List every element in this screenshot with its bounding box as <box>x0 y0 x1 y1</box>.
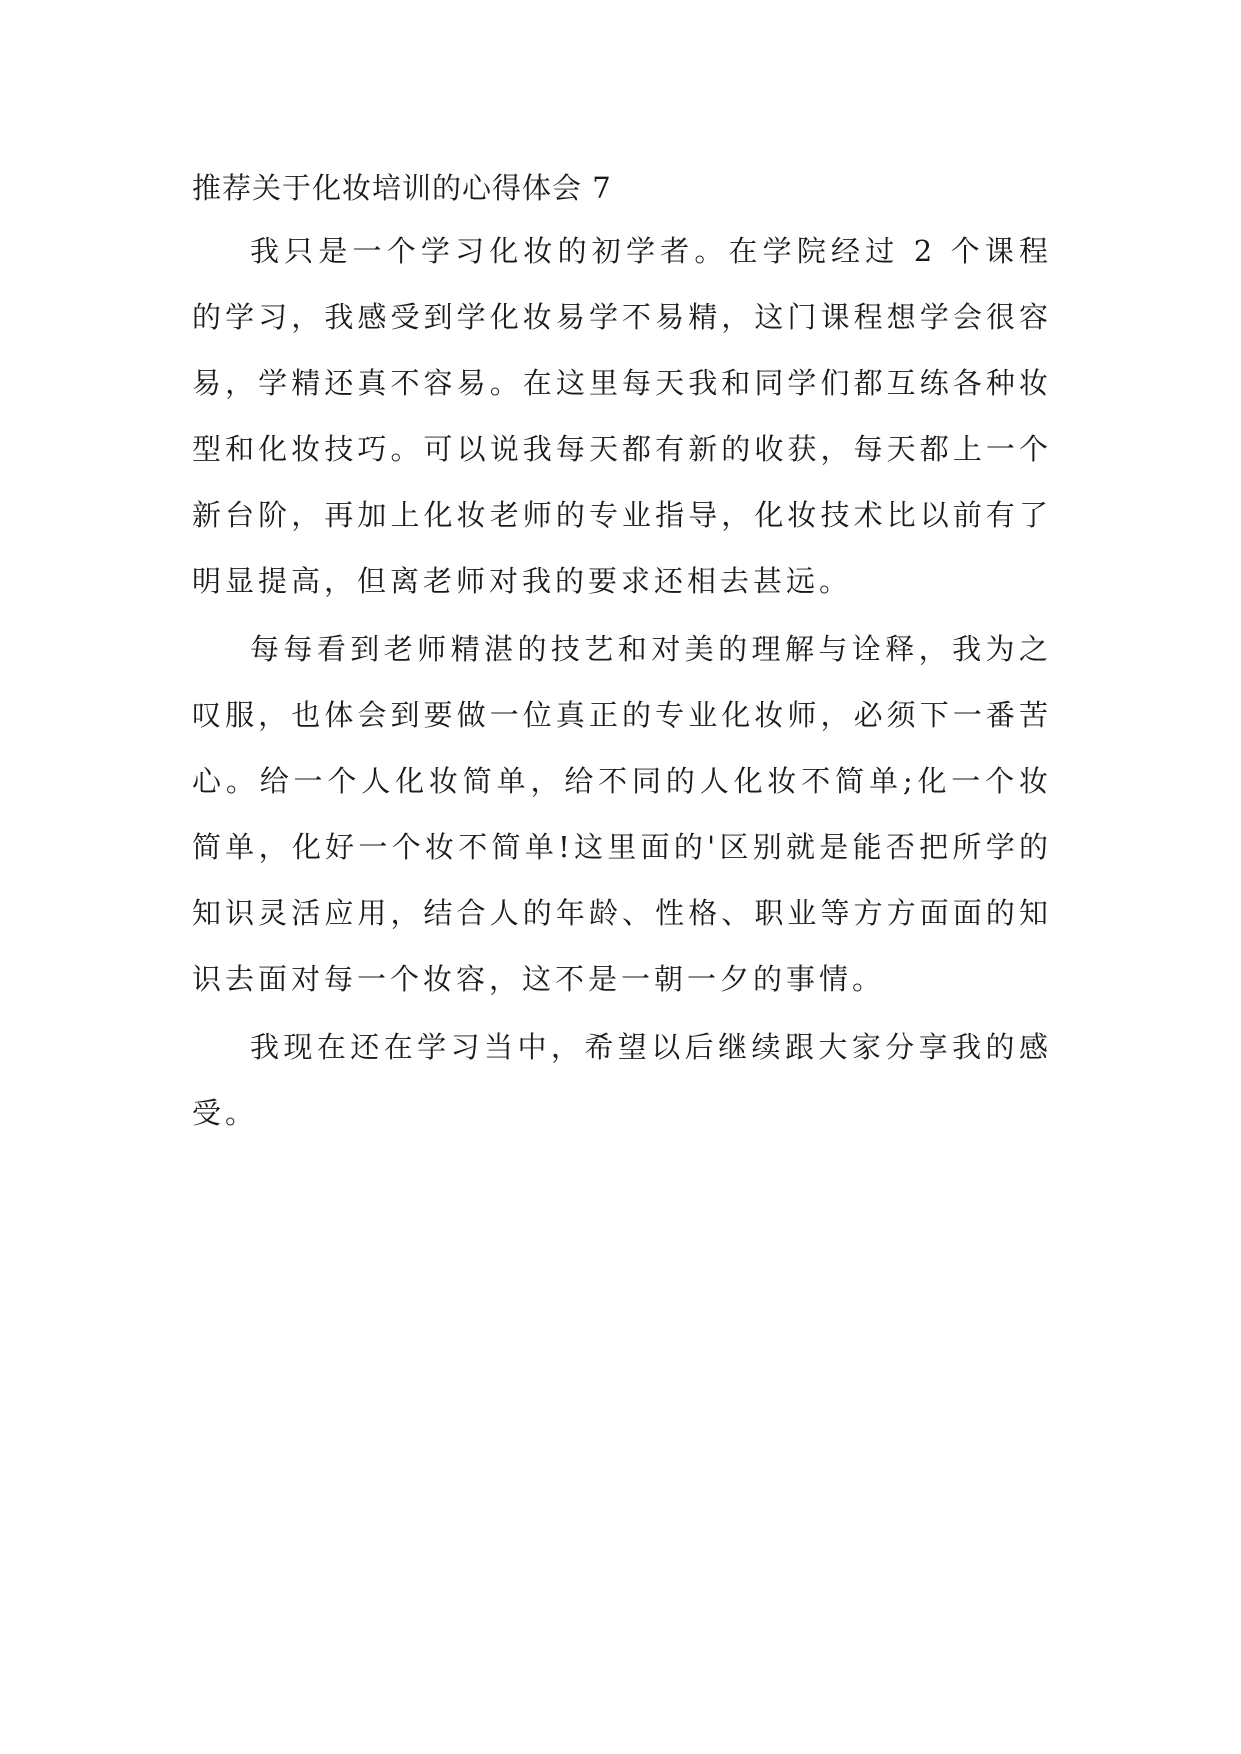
paragraph-1: 我只是一个学习化妆的初学者。在学院经过 2 个课程的学习，我感受到学化妆易学不易精，这门课程想学会很容易，学精还真不容易。在这里每天我和同学们都互练各种妆型和化妆技巧。可以说我每天都有新的收获，每天都上一个新台阶，再加上化妆老师的专业指导，化妆技术比以前有了明显提高，但离老师对我的要求还相去甚远。 <box>192 234 1052 598</box>
paragraph-2: 每每看到老师精湛的技艺和对美的理解与诠释，我为之叹服，也体会到要做一位真正的专业化妆师，必须下一番苦心。给一个人化妆简单，给不同的人化妆不简单;化一个妆简单，化好一个妆不简单!这里面的'区别就是能否把所学的知识灵活应用，结合人的年龄、性格、职业等方方面面的知识去面对每一个妆容，这不是一朝一夕的事情。 <box>192 632 1052 996</box>
paragraph-3: 我现在还在学习当中，希望以后继续跟大家分享我的感受。 <box>192 1030 1052 1130</box>
document-title: 推荐关于化妆培训的心得体会 7 <box>192 171 612 205</box>
document-body <box>192 160 1052 1146</box>
